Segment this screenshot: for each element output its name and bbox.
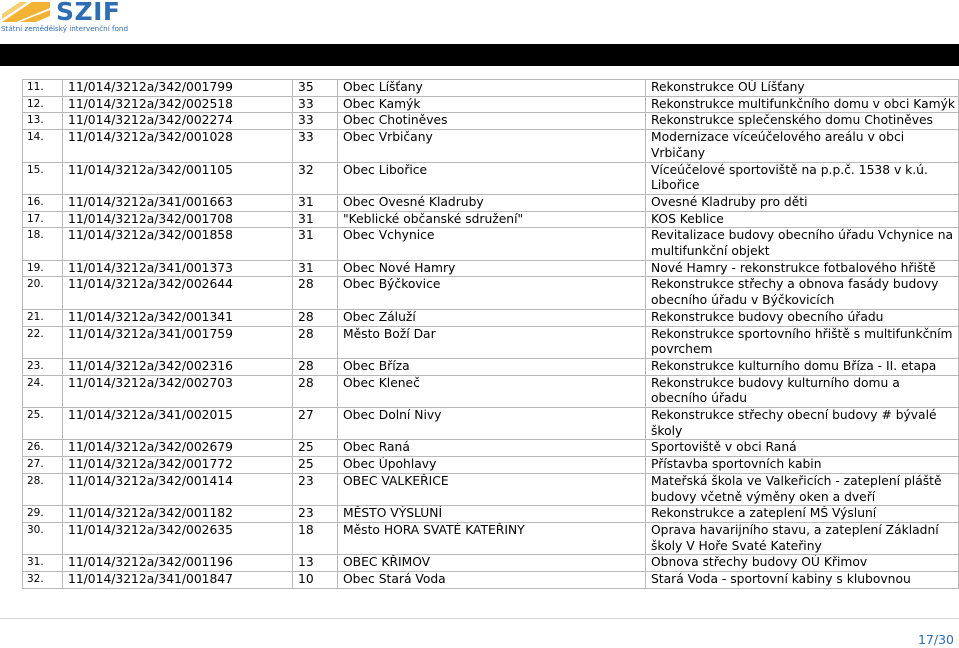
applicant-name: Obec Stará Voda <box>338 572 646 589</box>
table-row <box>23 555 959 572</box>
applicant-name: Město Boží Dar <box>338 326 646 358</box>
score: 28 <box>293 358 338 375</box>
row-number: 21. <box>23 309 63 326</box>
registration-code: 11/014/3212a/341/002015 <box>63 408 293 440</box>
table-row <box>23 277 959 309</box>
applicant-name: Město HORA SVATÉ KATEŘINY <box>338 522 646 554</box>
applicant-name: MĚSTO VÝSLUNÍ <box>338 506 646 523</box>
registration-code: 11/014/3212a/342/001196 <box>63 555 293 572</box>
project-name: Rekonstrukce střechy obecní budovy # bývalé školy <box>646 408 959 440</box>
row-number: 28. <box>23 473 63 505</box>
applicant-name: Obec Kleneč <box>338 375 646 407</box>
table-row <box>23 408 959 440</box>
project-name: Obnova střechy budovy OÚ Křimov <box>646 555 959 572</box>
score: 27 <box>293 408 338 440</box>
registration-code: 11/014/3212a/341/001663 <box>63 194 293 211</box>
footer-divider <box>0 618 959 619</box>
registration-code: 11/014/3212a/341/001847 <box>63 572 293 589</box>
row-number: 26. <box>23 440 63 457</box>
table-row <box>23 130 959 162</box>
score: 23 <box>293 506 338 523</box>
project-name: Rekonstrukce střechy a obnova fasády budovy obecního úřadu v Býčkovicích <box>646 277 959 309</box>
results-table <box>22 79 959 589</box>
project-name: Modernizace víceúčelového areálu v obci Vrbičany <box>646 130 959 162</box>
project-name: KOS Keblice <box>646 211 959 228</box>
applicant-name: Obec Chotiněves <box>338 113 646 130</box>
row-number: 17. <box>23 211 63 228</box>
table-row <box>23 326 959 358</box>
applicant-name: Obec Záluží <box>338 309 646 326</box>
row-number: 12. <box>23 96 63 113</box>
registration-code: 11/014/3212a/342/002518 <box>63 96 293 113</box>
score: 28 <box>293 309 338 326</box>
row-number: 25. <box>23 408 63 440</box>
project-name: Rekonstrukce kulturního domu Bříza - II. etapa <box>646 358 959 375</box>
project-name: Víceúčelové sportoviště na p.p.č. 1538 v k.ú. Libořice <box>646 162 959 194</box>
registration-code: 11/014/3212a/342/001772 <box>63 457 293 474</box>
registration-code: 11/014/3212a/342/002703 <box>63 375 293 407</box>
project-name: Stará Voda - sportovní kabiny s klubovnou <box>646 572 959 589</box>
score: 31 <box>293 211 338 228</box>
applicant-name: Obec Dolní Nivy <box>338 408 646 440</box>
applicant-name: Obec Kamýk <box>338 96 646 113</box>
registration-code: 11/014/3212a/342/001182 <box>63 506 293 523</box>
applicant-name: Obec Vrbičany <box>338 130 646 162</box>
row-number: 18. <box>23 228 63 260</box>
registration-code: 11/014/3212a/342/002679 <box>63 440 293 457</box>
project-name: Oprava havarijního stavu, a zateplení Základní školy V Hoře Svaté Kateřiny <box>646 522 959 554</box>
registration-code: 11/014/3212a/342/001708 <box>63 211 293 228</box>
table-row <box>23 162 959 194</box>
results-table-body <box>23 80 959 589</box>
project-name: Rekonstrukce multifunkčního domu v obci Kamýk <box>646 96 959 113</box>
score: 33 <box>293 96 338 113</box>
applicant-name: OBEC VALKEŘICE <box>338 473 646 505</box>
header-black-bar <box>0 44 959 66</box>
row-number: 13. <box>23 113 63 130</box>
row-number: 24. <box>23 375 63 407</box>
applicant-name: Obec Libořice <box>338 162 646 194</box>
score: 28 <box>293 375 338 407</box>
row-number: 19. <box>23 260 63 277</box>
score: 25 <box>293 440 338 457</box>
project-name: Rekonstrukce OÚ Líšťany <box>646 80 959 97</box>
table-row <box>23 522 959 554</box>
project-name: Rekonstrukce splečenského domu Chotiněves <box>646 113 959 130</box>
project-name: Rekonstrukce budovy obecního úřadu <box>646 309 959 326</box>
score: 28 <box>293 277 338 309</box>
registration-code: 11/014/3212a/341/001759 <box>63 326 293 358</box>
score: 28 <box>293 326 338 358</box>
table-row <box>23 473 959 505</box>
registration-code: 11/014/3212a/342/002274 <box>63 113 293 130</box>
registration-code: 11/014/3212a/342/001105 <box>63 162 293 194</box>
row-number: 16. <box>23 194 63 211</box>
project-name: Sportoviště v obci Raná <box>646 440 959 457</box>
row-number: 23. <box>23 358 63 375</box>
szif-logo <box>0 0 130 34</box>
score: 10 <box>293 572 338 589</box>
score: 18 <box>293 522 338 554</box>
table-row <box>23 358 959 375</box>
row-number: 20. <box>23 277 63 309</box>
registration-code: 11/014/3212a/342/001799 <box>63 80 293 97</box>
applicant-name: Obec Úpohlavy <box>338 457 646 474</box>
score: 31 <box>293 194 338 211</box>
row-number: 31. <box>23 555 63 572</box>
applicant-name: Obec Líšťany <box>338 80 646 97</box>
score: 33 <box>293 130 338 162</box>
table-row <box>23 80 959 97</box>
table-row <box>23 572 959 589</box>
applicant-name: OBEC KŘIMOV <box>338 555 646 572</box>
row-number: 15. <box>23 162 63 194</box>
registration-code: 11/014/3212a/342/002316 <box>63 358 293 375</box>
applicant-name: Obec Raná <box>338 440 646 457</box>
row-number: 14. <box>23 130 63 162</box>
project-name: Rekonstrukce sportovního hřiště s multifunkčním povrchem <box>646 326 959 358</box>
table-row <box>23 457 959 474</box>
score: 25 <box>293 457 338 474</box>
registration-code: 11/014/3212a/342/002635 <box>63 522 293 554</box>
applicant-name: Obec Býčkovice <box>338 277 646 309</box>
registration-code: 11/014/3212a/342/002644 <box>63 277 293 309</box>
project-name: Rekonstrukce budovy kulturního domu a obecního úřadu <box>646 375 959 407</box>
row-number: 22. <box>23 326 63 358</box>
row-number: 11. <box>23 80 63 97</box>
row-number: 29. <box>23 506 63 523</box>
table-row <box>23 228 959 260</box>
project-name: Nové Hamry - rekonstrukce fotbalového hřiště <box>646 260 959 277</box>
applicant-name: Obec Ovesné Kladruby <box>338 194 646 211</box>
logo-text: SZIF <box>56 0 121 26</box>
score: 31 <box>293 260 338 277</box>
row-number: 30. <box>23 522 63 554</box>
registration-code: 11/014/3212a/341/001373 <box>63 260 293 277</box>
registration-code: 11/014/3212a/342/001028 <box>63 130 293 162</box>
applicant-name: Obec Bříza <box>338 358 646 375</box>
registration-code: 11/014/3212a/342/001858 <box>63 228 293 260</box>
score: 31 <box>293 228 338 260</box>
table-row <box>23 113 959 130</box>
project-name: Rekonstrukce a zateplení MŠ Výsluní <box>646 506 959 523</box>
score: 13 <box>293 555 338 572</box>
project-name: Mateřská škola ve Valkeřicích - zateplení pláště budovy včetně výměny oken a dveří <box>646 473 959 505</box>
table-row <box>23 440 959 457</box>
page-number: 17/30 <box>917 632 954 647</box>
applicant-name: Obec Vchynice <box>338 228 646 260</box>
score: 35 <box>293 80 338 97</box>
table-row <box>23 194 959 211</box>
score: 32 <box>293 162 338 194</box>
table-row <box>23 96 959 113</box>
score: 33 <box>293 113 338 130</box>
table-row <box>23 211 959 228</box>
logo-subtitle: Státní zemědělský intervenční fond <box>1 24 129 33</box>
table-row <box>23 309 959 326</box>
wheat-field-logo-icon <box>2 2 50 22</box>
applicant-name: Obec Nové Hamry <box>338 260 646 277</box>
project-name: Ovesné Kladruby pro děti <box>646 194 959 211</box>
score: 23 <box>293 473 338 505</box>
row-number: 32. <box>23 572 63 589</box>
registration-code: 11/014/3212a/342/001341 <box>63 309 293 326</box>
registration-code: 11/014/3212a/342/001414 <box>63 473 293 505</box>
applicant-name: "Keblické občanské sdružení" <box>338 211 646 228</box>
row-number: 27. <box>23 457 63 474</box>
table-row <box>23 375 959 407</box>
table-row <box>23 260 959 277</box>
project-name: Revitalizace budovy obecního úřadu Vchynice na multifunkční objekt <box>646 228 959 260</box>
project-name: Přístavba sportovních kabin <box>646 457 959 474</box>
table-row <box>23 506 959 523</box>
